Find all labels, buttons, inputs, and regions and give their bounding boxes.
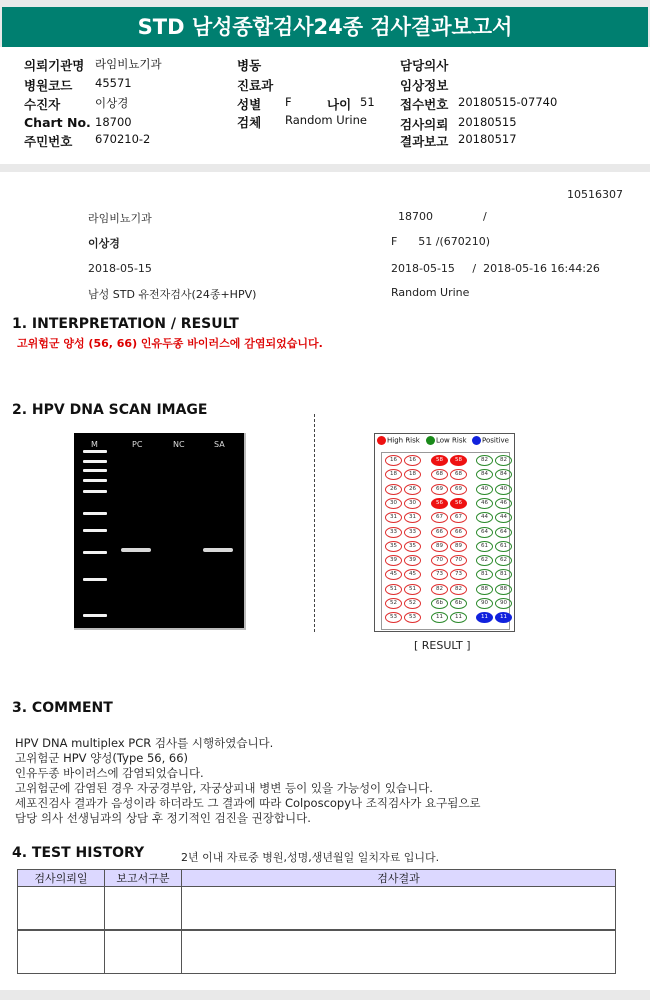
hpv-type-oval: 45 [404, 569, 421, 580]
hpv-type-oval: 18 [385, 469, 402, 480]
hpv-type-oval: 66 [431, 527, 448, 538]
receipt-no-label: 접수번호 [400, 97, 449, 112]
ladder-band [83, 551, 107, 554]
hpv-type-oval: 88 [495, 584, 512, 595]
hpv-type-oval: 82 [431, 584, 448, 595]
hpv-type-oval: 82 [495, 455, 512, 466]
hpv-type-oval: 51 [404, 584, 421, 595]
high-risk-dot-icon [377, 436, 386, 445]
chart-no-value: 18700 [95, 115, 132, 129]
comment-line: 고위험군에 감염된 경우 자궁경부암, 자궁상피내 병변 등이 있을 가능성이 있습니다. [15, 781, 433, 795]
hpv-type-oval: 44 [476, 512, 493, 523]
hpv-type-oval: 62 [495, 555, 512, 566]
request-date-value: 20180515 [458, 115, 517, 129]
hpv-type-oval: 52 [404, 598, 421, 609]
gel-image [74, 433, 246, 630]
hpv-type-oval: 82 [450, 584, 467, 595]
hpv-type-oval: 68 [450, 469, 467, 480]
specimen-label: 검체 [237, 115, 262, 130]
ladder-band [83, 460, 107, 463]
request-date-label: 검사의뢰 [400, 117, 449, 132]
resident-no-label: 주민번호 [24, 134, 73, 149]
summary-date: 2018-05-15 [88, 262, 152, 275]
hpv-type-oval: 46 [476, 498, 493, 509]
hpv-type-oval: 62 [476, 555, 493, 566]
comment-title: 3. COMMENT [12, 700, 113, 716]
clinic-label: 의뢰기관명 [24, 58, 85, 73]
sex-label: 성별 [237, 97, 262, 112]
ladder-band [83, 469, 107, 472]
hpv-type-oval: 40 [495, 484, 512, 495]
result-caption: [ RESULT ] [414, 639, 471, 652]
ladder-band [83, 479, 107, 482]
hpv-type-oval: 64 [476, 527, 493, 538]
summary-test-name: 남성 STD 유전자검사(24종+HPV) [88, 288, 257, 301]
hpv-type-oval: 58 [431, 455, 448, 466]
report-page [0, 172, 650, 990]
gel-lane-label-sa: SA [214, 440, 225, 449]
positive-dot-icon [472, 436, 481, 445]
interpretation-text: 고위험군 양성 (56, 66) 인유두종 바이러스에 감염되었습니다. [17, 337, 323, 350]
summary-dates: 2018-05-15 / 2018-05-16 16:44:26 [391, 262, 600, 275]
hpv-type-oval: 70 [431, 555, 448, 566]
col-request-date: 검사의뢰일 [18, 870, 105, 887]
hpv-type-oval: 89 [450, 541, 467, 552]
report-header [0, 47, 650, 164]
hpv-type-oval: 26 [385, 484, 402, 495]
summary-clinic: 라임비뇨기과 [88, 212, 152, 225]
hospital-code-value: 45571 [95, 76, 132, 90]
hpv-type-oval: 56 [450, 498, 467, 509]
hpv-type-oval: 6b [450, 598, 467, 609]
hpv-type-oval: 89 [431, 541, 448, 552]
history-table [17, 869, 616, 974]
hpv-result-panel [374, 433, 515, 632]
hpv-type-oval: 84 [495, 469, 512, 480]
hpv-type-oval: 30 [404, 498, 421, 509]
gel-lane-label-nc: NC [173, 440, 185, 449]
hpv-type-oval: 58 [450, 455, 467, 466]
hpv-type-oval: 64 [495, 527, 512, 538]
interpretation-title: 1. INTERPRETATION / RESULT [12, 316, 239, 332]
scan-title: 2. HPV DNA SCAN IMAGE [12, 402, 208, 418]
patient-label: 수진자 [24, 97, 61, 112]
hospital-code-label: 병원코드 [24, 78, 73, 93]
ward-label: 병동 [237, 58, 262, 73]
hpv-type-oval: 73 [450, 569, 467, 580]
hpv-type-oval: 52 [385, 598, 402, 609]
summary-chart: 18700 [398, 210, 433, 223]
hpv-type-oval: 69 [450, 484, 467, 495]
hpv-type-oval: 90 [476, 598, 493, 609]
hpv-type-oval: 61 [476, 541, 493, 552]
sa-band [203, 548, 233, 552]
col-result: 검사결과 [182, 870, 616, 887]
hpv-type-oval: 53 [385, 612, 402, 623]
hpv-type-oval: 53 [404, 612, 421, 623]
summary-patient: 이상경 [88, 237, 120, 250]
hpv-type-oval: 11 [431, 612, 448, 623]
legend-low-risk-label: Low Risk [436, 436, 467, 445]
hpv-type-oval: 56 [431, 498, 448, 509]
specimen-value: Random Urine [285, 113, 367, 127]
legend-high-risk [377, 436, 420, 445]
hpv-type-oval: 35 [385, 541, 402, 552]
hpv-type-oval: 81 [495, 569, 512, 580]
low-risk-dot-icon [426, 436, 435, 445]
gel-lane-label-m: M [91, 440, 98, 449]
summary-chart-separator: / [483, 210, 487, 223]
legend-high-risk-label: High Risk [387, 436, 420, 445]
hpv-type-oval: 46 [495, 498, 512, 509]
hpv-type-oval: 31 [385, 512, 402, 523]
hpv-type-oval: 73 [431, 569, 448, 580]
dept-label: 진료과 [237, 78, 274, 93]
hpv-type-oval: 16 [385, 455, 402, 466]
col-report-type: 보고서구분 [105, 870, 182, 887]
hpv-type-oval: 11 [450, 612, 467, 623]
hpv-type-oval: 16 [404, 455, 421, 466]
ladder-band [83, 450, 107, 453]
hpv-type-oval: 31 [404, 512, 421, 523]
ladder-band [83, 614, 107, 617]
pc-band [121, 548, 151, 552]
hpv-type-oval: 84 [476, 469, 493, 480]
hpv-type-oval: 11 [495, 612, 512, 623]
summary-specimen: Random Urine [391, 286, 470, 299]
legend-positive-label: Positive [482, 436, 509, 445]
receipt-no-value: 20180515-07740 [458, 95, 558, 109]
history-row [18, 887, 616, 930]
hpv-type-oval: 45 [385, 569, 402, 580]
hpv-type-oval: 66 [450, 527, 467, 538]
chart-no-label: Chart No. [24, 115, 91, 130]
hpv-type-oval: 81 [476, 569, 493, 580]
comment-line: 담당 의사 선생님과의 상담 후 정기적인 검진을 권장합니다. [15, 811, 311, 825]
ladder-band [83, 490, 107, 493]
hpv-type-oval: 18 [404, 469, 421, 480]
gel-lane-label-pc: PC [132, 440, 143, 449]
hpv-type-oval: 69 [431, 484, 448, 495]
hpv-type-oval: 11 [476, 612, 493, 623]
history-row [18, 931, 616, 974]
hpv-type-oval: 82 [476, 455, 493, 466]
ladder-band [83, 512, 107, 515]
hpv-type-oval: 67 [450, 512, 467, 523]
hpv-type-oval: 67 [431, 512, 448, 523]
hpv-type-oval: 39 [404, 555, 421, 566]
hpv-type-oval: 35 [404, 541, 421, 552]
hpv-type-oval: 33 [404, 527, 421, 538]
divider-line [314, 414, 315, 632]
hpv-type-oval: 70 [450, 555, 467, 566]
comment-line: 인유두종 바이러스에 감염되었습니다. [15, 766, 204, 780]
comment-line: 세포진검사 결과가 음성이라 하더라도 그 결과에 따라 Colposcopy나 조직검사가 요구됨으로 [15, 796, 481, 810]
clinical-info-label: 임상정보 [400, 78, 449, 93]
report-date-value: 20180517 [458, 132, 517, 146]
report-title: STD 남성종합검사24종 검사결과보고서 [2, 7, 648, 47]
patient-value: 이상경 [95, 96, 129, 110]
doctor-label: 담당의사 [400, 58, 449, 73]
hpv-type-oval: 88 [476, 584, 493, 595]
legend-positive [472, 436, 509, 445]
hpv-type-oval: 39 [385, 555, 402, 566]
hpv-type-oval: 61 [495, 541, 512, 552]
hpv-type-oval: 44 [495, 512, 512, 523]
history-title: 4. TEST HISTORY [12, 845, 145, 861]
hpv-grid [381, 452, 510, 630]
hpv-type-oval: 6b [431, 598, 448, 609]
ladder-band [83, 578, 107, 581]
history-note: 2년 이내 자료중 병원,성명,생년월일 일치자료 입니다. [181, 851, 440, 864]
clinic-value: 라임비뇨기과 [95, 57, 162, 71]
hpv-type-oval: 90 [495, 598, 512, 609]
hpv-type-oval: 40 [476, 484, 493, 495]
sex-value: F [285, 95, 292, 109]
hpv-type-oval: 68 [431, 469, 448, 480]
ladder-band [83, 529, 107, 532]
hpv-type-oval: 30 [385, 498, 402, 509]
legend-low-risk [426, 436, 467, 445]
comment-line: HPV DNA multiplex PCR 검사를 시행하였습니다. [15, 736, 274, 750]
age-value: 51 [360, 95, 375, 109]
resident-no-value: 670210-2 [95, 132, 151, 146]
age-label: 나이 [327, 97, 352, 112]
summary-sex-age: F 51 /(670210) [391, 235, 491, 248]
report-number: 10516307 [567, 188, 623, 201]
comment-line: 고위험군 HPV 양성(Type 56, 66) [15, 751, 189, 765]
report-date-label: 결과보고 [400, 134, 449, 149]
hpv-type-oval: 26 [404, 484, 421, 495]
hpv-type-oval: 33 [385, 527, 402, 538]
hpv-type-oval: 51 [385, 584, 402, 595]
